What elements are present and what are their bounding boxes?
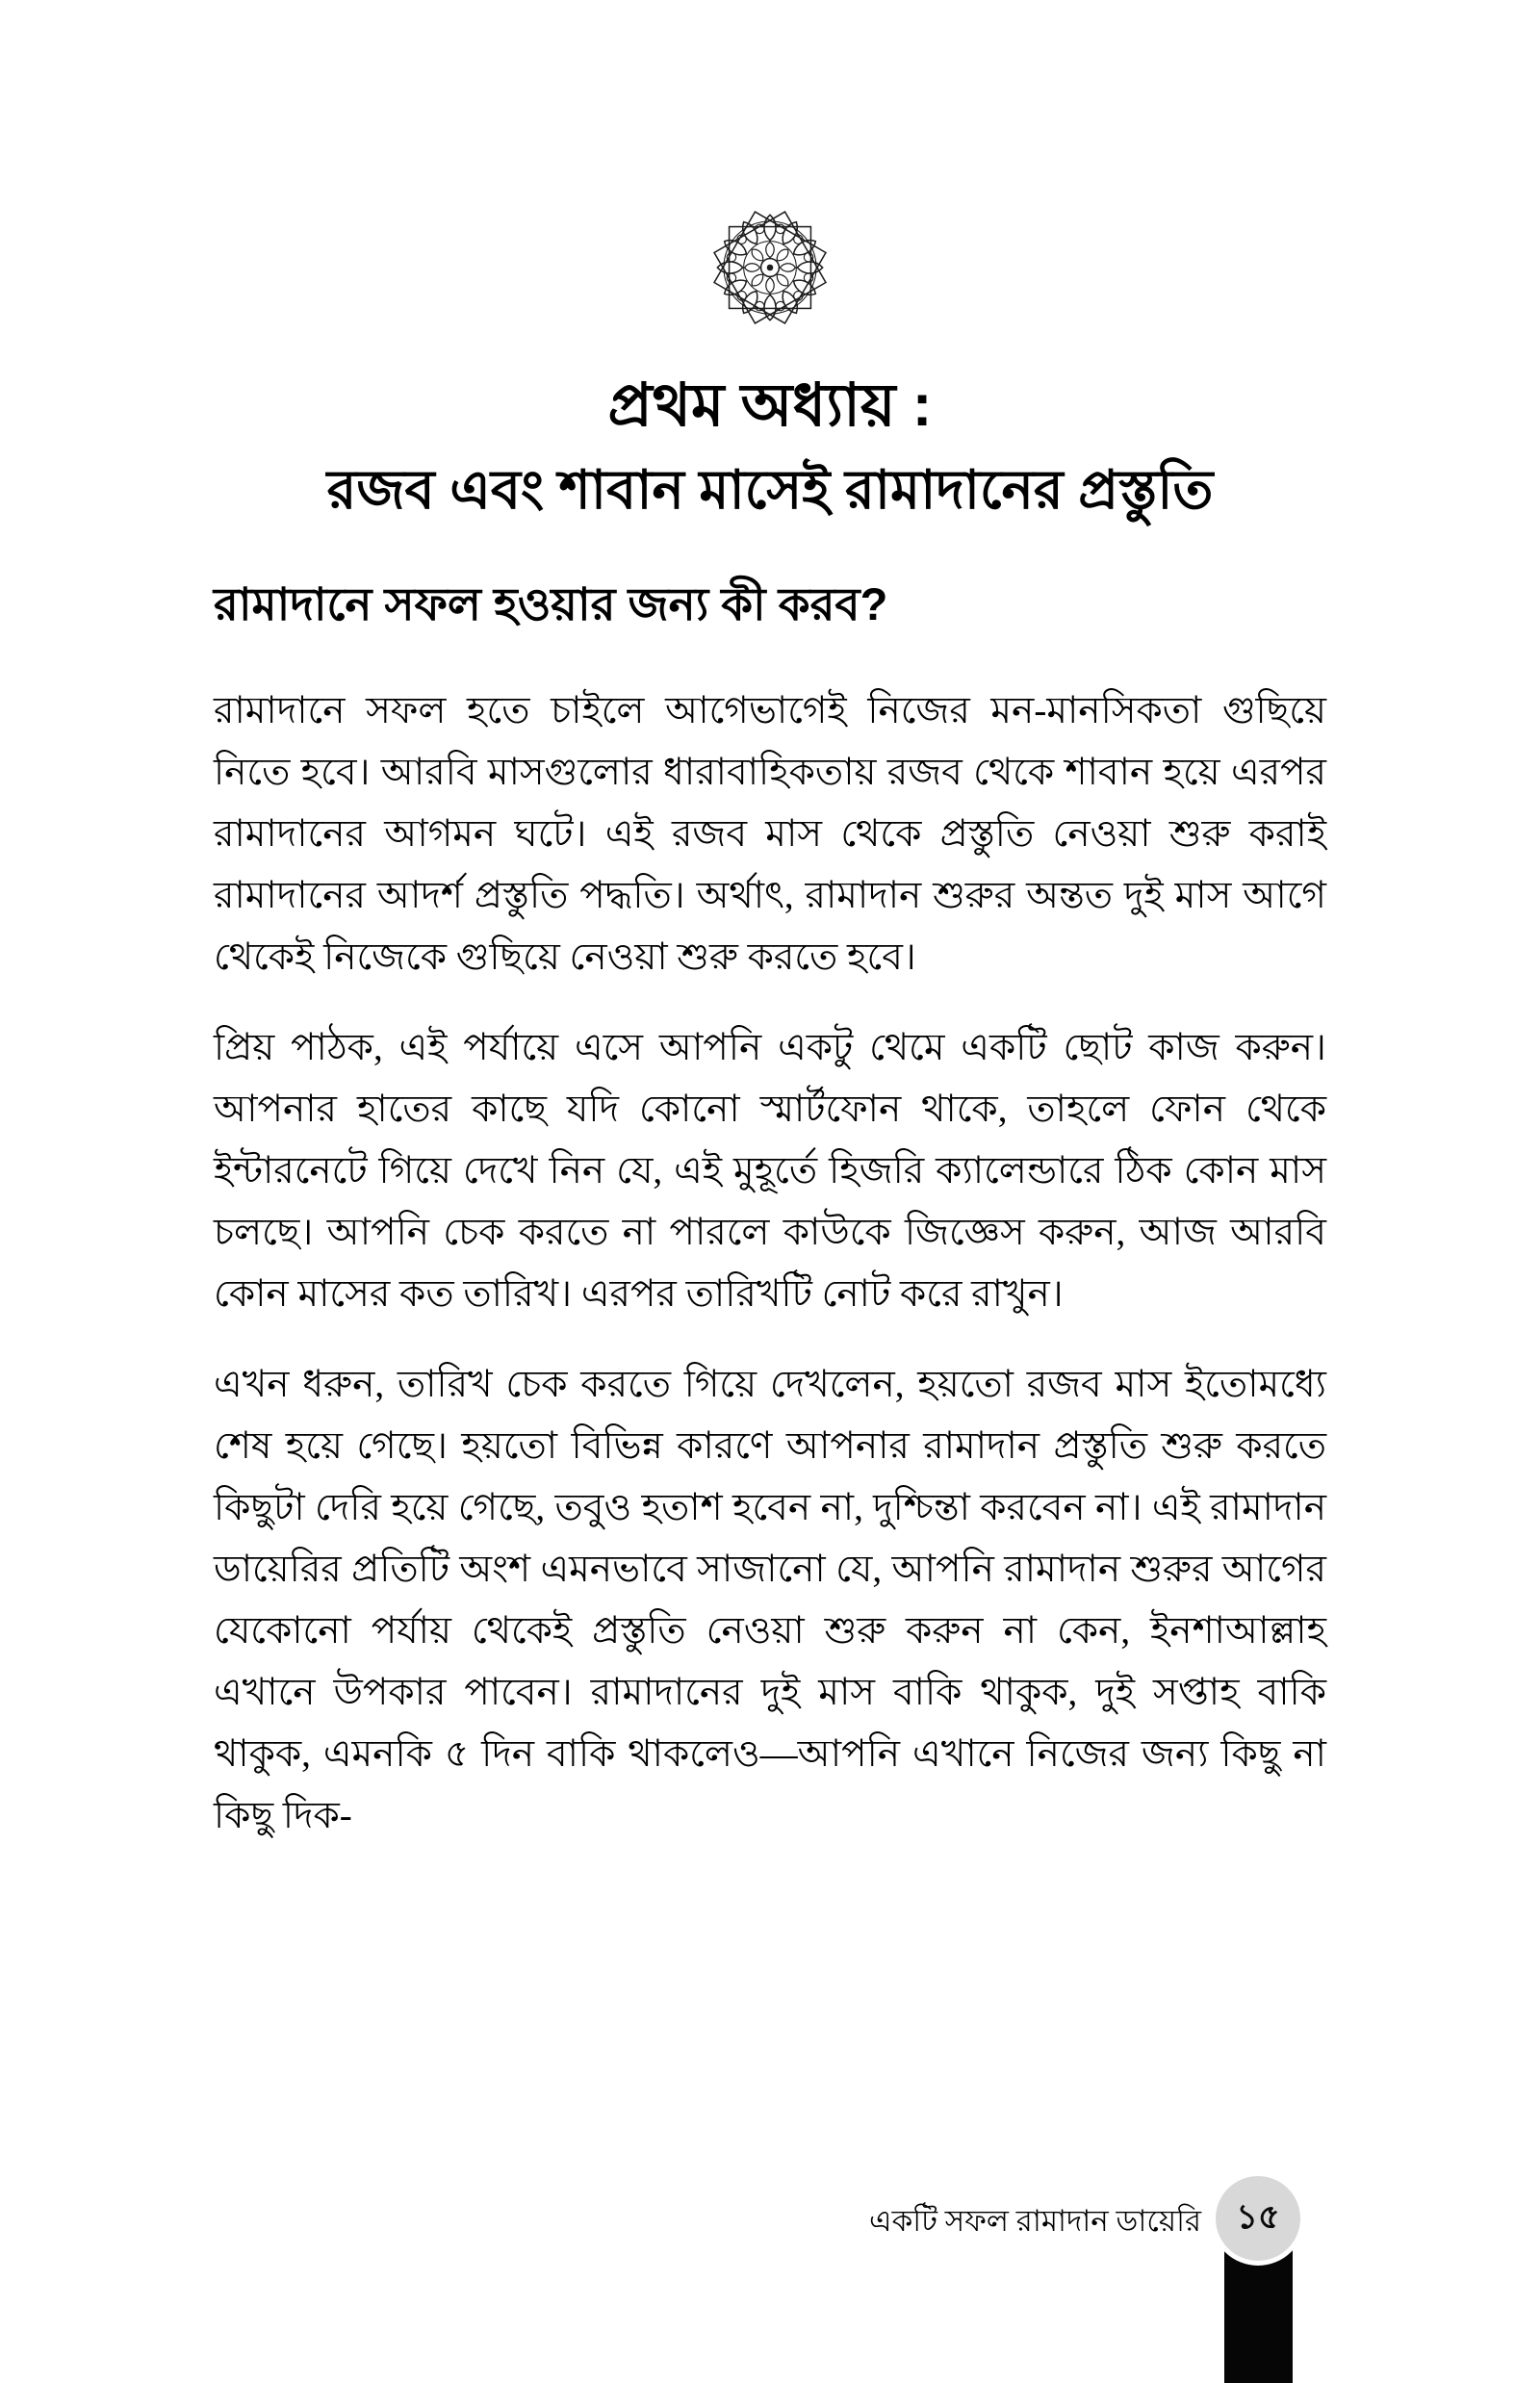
chapter-label: প্রথম অধ্যায় : (607, 372, 933, 439)
mandala-ornament-svg (706, 204, 834, 331)
footer-running-title: একটি সফল রামাদান ডায়েরি (869, 2204, 1201, 2238)
paragraph-1: রামাদানে সফল হতে চাইলে আগেভাগেই নিজের মন-মানসিকতা গুছিয়ে নিতে হবে। আরবি মাসগুলোর ধারাবাহিকতায় রজব থেকে শাবান হয়ে এরপর রামাদানের আগমন ঘটে। এই রজব মাস থেকে প্রস্তুতি নেওয়া শুরু করাই রামাদানের আদর্শ প্রস্তুতি পদ্ধতি। অর্থাৎ, রামাদান শুরুর অন্তত দুই মাস আগে থেকেই নিজেকে গুছিয়ে নেওয়া শুরু করতে হবে। (214, 689, 1326, 978)
text-column (0, 577, 1540, 1846)
page-number: ১৫ (1236, 2197, 1280, 2236)
section-heading: রামাদানে সফল হওয়ার জন্য কী করব? (214, 578, 888, 630)
chapter-title: রজব এবং শাবান মাসেই রামাদানের প্রস্তুতি (326, 459, 1214, 521)
paragraph-3: এখন ধরুন, তারিখ চেক করতে গিয়ে দেখলেন, হয়তো রজব মাস ইতোমধ্যে শেষ হয়ে গেছে। হয়তো বিভিন্ন কারণে আপনার রামাদান প্রস্তুতি শুরু করতে কিছুটা দেরি হয়ে গেছে, তবুও হতাশ হবেন না, দুশ্চিন্তা করবেন না। এই রামাদান ডায়েরির প্রতিটি অংশ এমনভাবে সাজানো যে, আপনি রামাদান শুরুর আগের যেকোনো পর্যায় থেকেই প্রস্তুতি নেওয়া শুরু করুন না কেন, ইনশাআল্লাহ এখানে উপকার পাবেন। রামাদানের দুই মাস বাকি থাকুক, দুই সপ্তাহ বাকি থাকুক, এমনকি ৫ দিন বাকি থাকলেও—আপনি এখানে নিজের জন্য কিছু না কিছু দিক- (214, 1363, 1326, 1836)
paragraph-2: প্রিয় পাঠক, এই পর্যায়ে এসে আপনি একটু থেমে একটি ছোট কাজ করুন। আপনার হাতের কাছে যদি কোনো স্মার্টফোন থাকে, তাহলে ফোন থেকে ইন্টারনেটে গিয়ে দেখে নিন যে, এই মুহূর্তে হিজরি ক্যালেন্ডারে ঠিক কোন মাস চলছে। আপনি চেক করতে না পারলে কাউকে জিজ্ঞেস করুন, আজ আরবি কোন মাসের কত তারিখ। এরপর তারিখটি নোট করে রাখুন। (214, 1026, 1326, 1315)
book-page (0, 204, 1540, 2383)
page-number-badge (1211, 2171, 1305, 2266)
mandala-ornament-icon (706, 204, 834, 331)
